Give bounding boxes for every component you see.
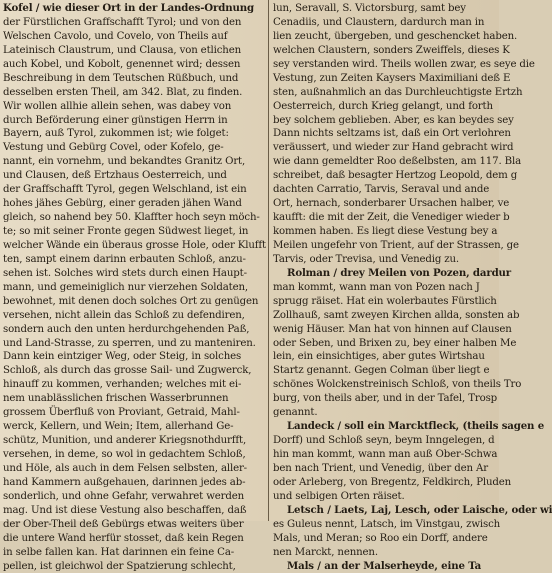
left-column-line: te; so mit seiner Fronte gegen Südwest lieget, in xyxy=(3,225,265,239)
left-column-line: sonderlich, und ohne Gefahr, verwahret werden xyxy=(3,490,265,504)
left-column-line: nem unablässlichen frischen Wasserbrunnen xyxy=(3,392,265,406)
right-column-line: Mals, und Meran; so Roo ein Dorff, andere xyxy=(273,532,499,546)
left-column-line: werck, Kellern, und Wein; Item, allerhand Ge- xyxy=(3,420,265,434)
right-column-line: Zollhauß, samt zweyen Kirchen allda, sonsten ab xyxy=(273,309,499,323)
right-column-line: dachten Carratio, Tarvis, Seraval und ande xyxy=(273,183,499,197)
right-column-line: oder Arleberg, von Bregentz, Feldkirch, Pluden xyxy=(273,476,499,490)
left-column-line: hohes jähes Gebürg, einer geraden jähen Wand xyxy=(3,197,265,211)
right-column-line: kommen haben. Es liegt diese Vestung bey a xyxy=(273,225,499,239)
left-column-line: mag. Und ist diese Vestung also beschaffen, daß xyxy=(3,504,265,518)
right-column-line: sten, außnahmlich an das Durchleuchtigste Ertzh xyxy=(273,86,499,100)
right-column-line: Cenadiis, und Claustern, dardurch man in xyxy=(273,16,499,30)
left-column-line: und Clausen, deß Ertzhaus Oesterreich, und xyxy=(3,169,265,183)
right-column-line: es Guleus nennt, Latsch, im Vinstgau, zwisch xyxy=(273,518,499,532)
right-column-line: wenig Häuser. Man hat von hinnen auf Clausen xyxy=(273,323,499,337)
right-column-line: hin man kommt, wann man auß Ober-Schwa xyxy=(273,448,499,462)
right-text-column xyxy=(273,2,499,573)
right-column-line: lun, Seravall, S. Victorsburg, samt bey xyxy=(273,2,499,16)
left-column-line: ten, sampt einem darinn erbauten Schloß, anzu- xyxy=(3,253,265,267)
left-column-line: grossem Überfluß von Proviant, Getraid, Mahl- xyxy=(3,406,265,420)
left-column-line: pellen, ist gleichwol der Spatzierung schlecht, xyxy=(3,560,265,573)
right-column-line: Startz genannt. Gegen Colman über liegt e xyxy=(273,364,499,378)
right-column-line: Letsch / Laets, Laj, Lesch, oder Laische, oder wi xyxy=(273,504,499,518)
right-column-line: schreibet, daß besagter Hertzog Leopold, dem g xyxy=(273,169,499,183)
right-column-line: lien zeucht, übergeben, und geschencket haben. xyxy=(273,30,499,44)
left-column-line: gleich, so nahend bey 50. Klaffter hoch seyn möch- xyxy=(3,211,265,225)
right-column-line: Ort, hernach, sonderbarer Ursachen halber, ve xyxy=(273,197,499,211)
right-column-line: Dann nichts seltzams ist, daß ein Ort verlohren xyxy=(273,127,499,141)
left-column-line: Dann kein eintziger Weg, oder Steig, in solches xyxy=(3,350,265,364)
right-column-line: oder Seben, und Brixen zu, bey einer halben Me xyxy=(273,337,499,351)
right-column-line: welchen Claustern, sonders Zweiffels, dieses K xyxy=(273,44,499,58)
left-column-line: bewohnet, mit denen doch solches Ort zu genügen xyxy=(3,295,265,309)
right-column-line: genannt. xyxy=(273,406,499,420)
left-column-line: in selbe fallen kan. Hat darinnen ein feine Ca- xyxy=(3,546,265,560)
right-column-line: man kommt, wann man von Pozen nach J xyxy=(273,281,499,295)
left-column-line: Wir wollen allhie allein sehen, was dabey von xyxy=(3,100,265,114)
right-column-line: Oesterreich, durch Krieg gelangt, und forth xyxy=(273,100,499,114)
right-column-line: burg, von theils aber, und in der Tafel, Trosp xyxy=(273,392,499,406)
right-column-line: nen Marckt, nennen. xyxy=(273,546,499,560)
right-column-line: Dorff) und Schloß seyn, beym Inngelegen, d xyxy=(273,434,499,448)
left-column-line: nannt, ein vornehm, und bekandtes Granitz Ort, xyxy=(3,155,265,169)
right-column-line: wie dann gemeldter Roo deßelbsten, am 117. Bla xyxy=(273,155,499,169)
left-column-line: Vestung und Gebürg Covel, oder Kofelo, ge- xyxy=(3,141,265,155)
right-column-line: Rolman / drey Meilen von Pozen, dardur xyxy=(273,267,499,281)
left-column-line: hinauff zu kommen, verhanden; welches mit ei- xyxy=(3,378,265,392)
right-column-line: Landeck / soll ein Marcktfleck, (theils sagen e xyxy=(273,420,499,434)
right-column-line: schönes Wolckenstreinisch Schloß, von theils Tro xyxy=(273,378,499,392)
right-column-line: sey verstanden wird. Theils wollen zwar, es seye die xyxy=(273,58,499,72)
left-column-line: Lateinisch Claustrum, und Clausa, von etlichen xyxy=(3,44,265,58)
left-column-line: auch Kobel, und Kobolt, genennet wird; dessen xyxy=(3,58,265,72)
left-column-line: Beschreibung in dem Teutschen Rüßbuch, und xyxy=(3,72,265,86)
right-column-line: Tarvis, oder Trevisa, und Venedig zu. xyxy=(273,253,499,267)
left-column-line: Kofel / wie dieser Ort in der Landes-Ordnung xyxy=(3,2,265,16)
left-column-line: Bayern, auß Tyrol, zukommen ist; wie folget: xyxy=(3,127,265,141)
left-column-line: versehen, in deme, so wol in gedachtem Schloß, xyxy=(3,448,265,462)
right-column-line: kaufft: die mit der Zeit, die Venediger wieder b xyxy=(273,211,499,225)
right-column-line: ben nach Trient, und Venedig, über den Ar xyxy=(273,462,499,476)
left-text-column xyxy=(3,2,265,573)
left-column-line: sondern auch den unten herdurchgehenden Paß, xyxy=(3,323,265,337)
left-column-line: die untere Wand herfür stosset, daß kein Regen xyxy=(3,532,265,546)
left-column-line: mann, und gemeiniglich nur vierzehen Soldaten, xyxy=(3,281,265,295)
left-column-line: versehen, nicht allein das Schloß zu defendiren, xyxy=(3,309,265,323)
left-column-line: schütz, Munition, und anderer Kriegsnothdurfft, xyxy=(3,434,265,448)
right-column-line: Meilen ungefehr von Trient, auf der Strassen, ge xyxy=(273,239,499,253)
left-column-line: und Land-Strasse, zu sperren, und zu manteniren. xyxy=(3,337,265,351)
left-column-line: der Graffschafft Tyrol, gegen Welschland, ist ein xyxy=(3,183,265,197)
right-column-line: lein, ein einsichtiges, aber gutes Wirtshau xyxy=(273,350,499,364)
left-column-line: sehen ist. Solches wird stets durch einen Haupt- xyxy=(3,267,265,281)
left-column-line: Welschen Cavolo, und Covelo, von Theils auf xyxy=(3,30,265,44)
left-column-line: der Ober-Theil deß Gebürgs etwas weiters über xyxy=(3,518,265,532)
left-column-line: der Fürstlichen Graffschafft Tyrol; und von den xyxy=(3,16,265,30)
right-column-line: veräussert, und wieder zur Hand gebracht wird xyxy=(273,141,499,155)
right-column-line: bey solchem geblieben. Aber, es kan beydes sey xyxy=(273,114,499,128)
left-column-line: und Höle, als auch in dem Felsen selbsten, aller- xyxy=(3,462,265,476)
left-column-line: durch Beförderung einer günstigen Herrn in xyxy=(3,114,265,128)
column-divider xyxy=(268,0,269,521)
right-column-line: Mals / an der Malserheyde, eine Ta xyxy=(273,560,499,573)
right-column-line: und selbigen Orten räiset. xyxy=(273,490,499,504)
right-column-line: sprugg räiset. Hat ein wolerbautes Fürstlich xyxy=(273,295,499,309)
right-column-line: Vestung, zun Zeiten Kaysers Maximiliani deß E xyxy=(273,72,499,86)
left-column-line: welcher Wände ein überaus grosse Hole, oder Klufft xyxy=(3,239,265,253)
left-column-line: hand Kammern außgehauen, darinnen jedes ab- xyxy=(3,476,265,490)
left-column-line: desselben ersten Theil, am 342. Blat, zu finden. xyxy=(3,86,265,100)
left-column-line: Schloß, als durch das grosse Sail- und Zugwerck, xyxy=(3,364,265,378)
